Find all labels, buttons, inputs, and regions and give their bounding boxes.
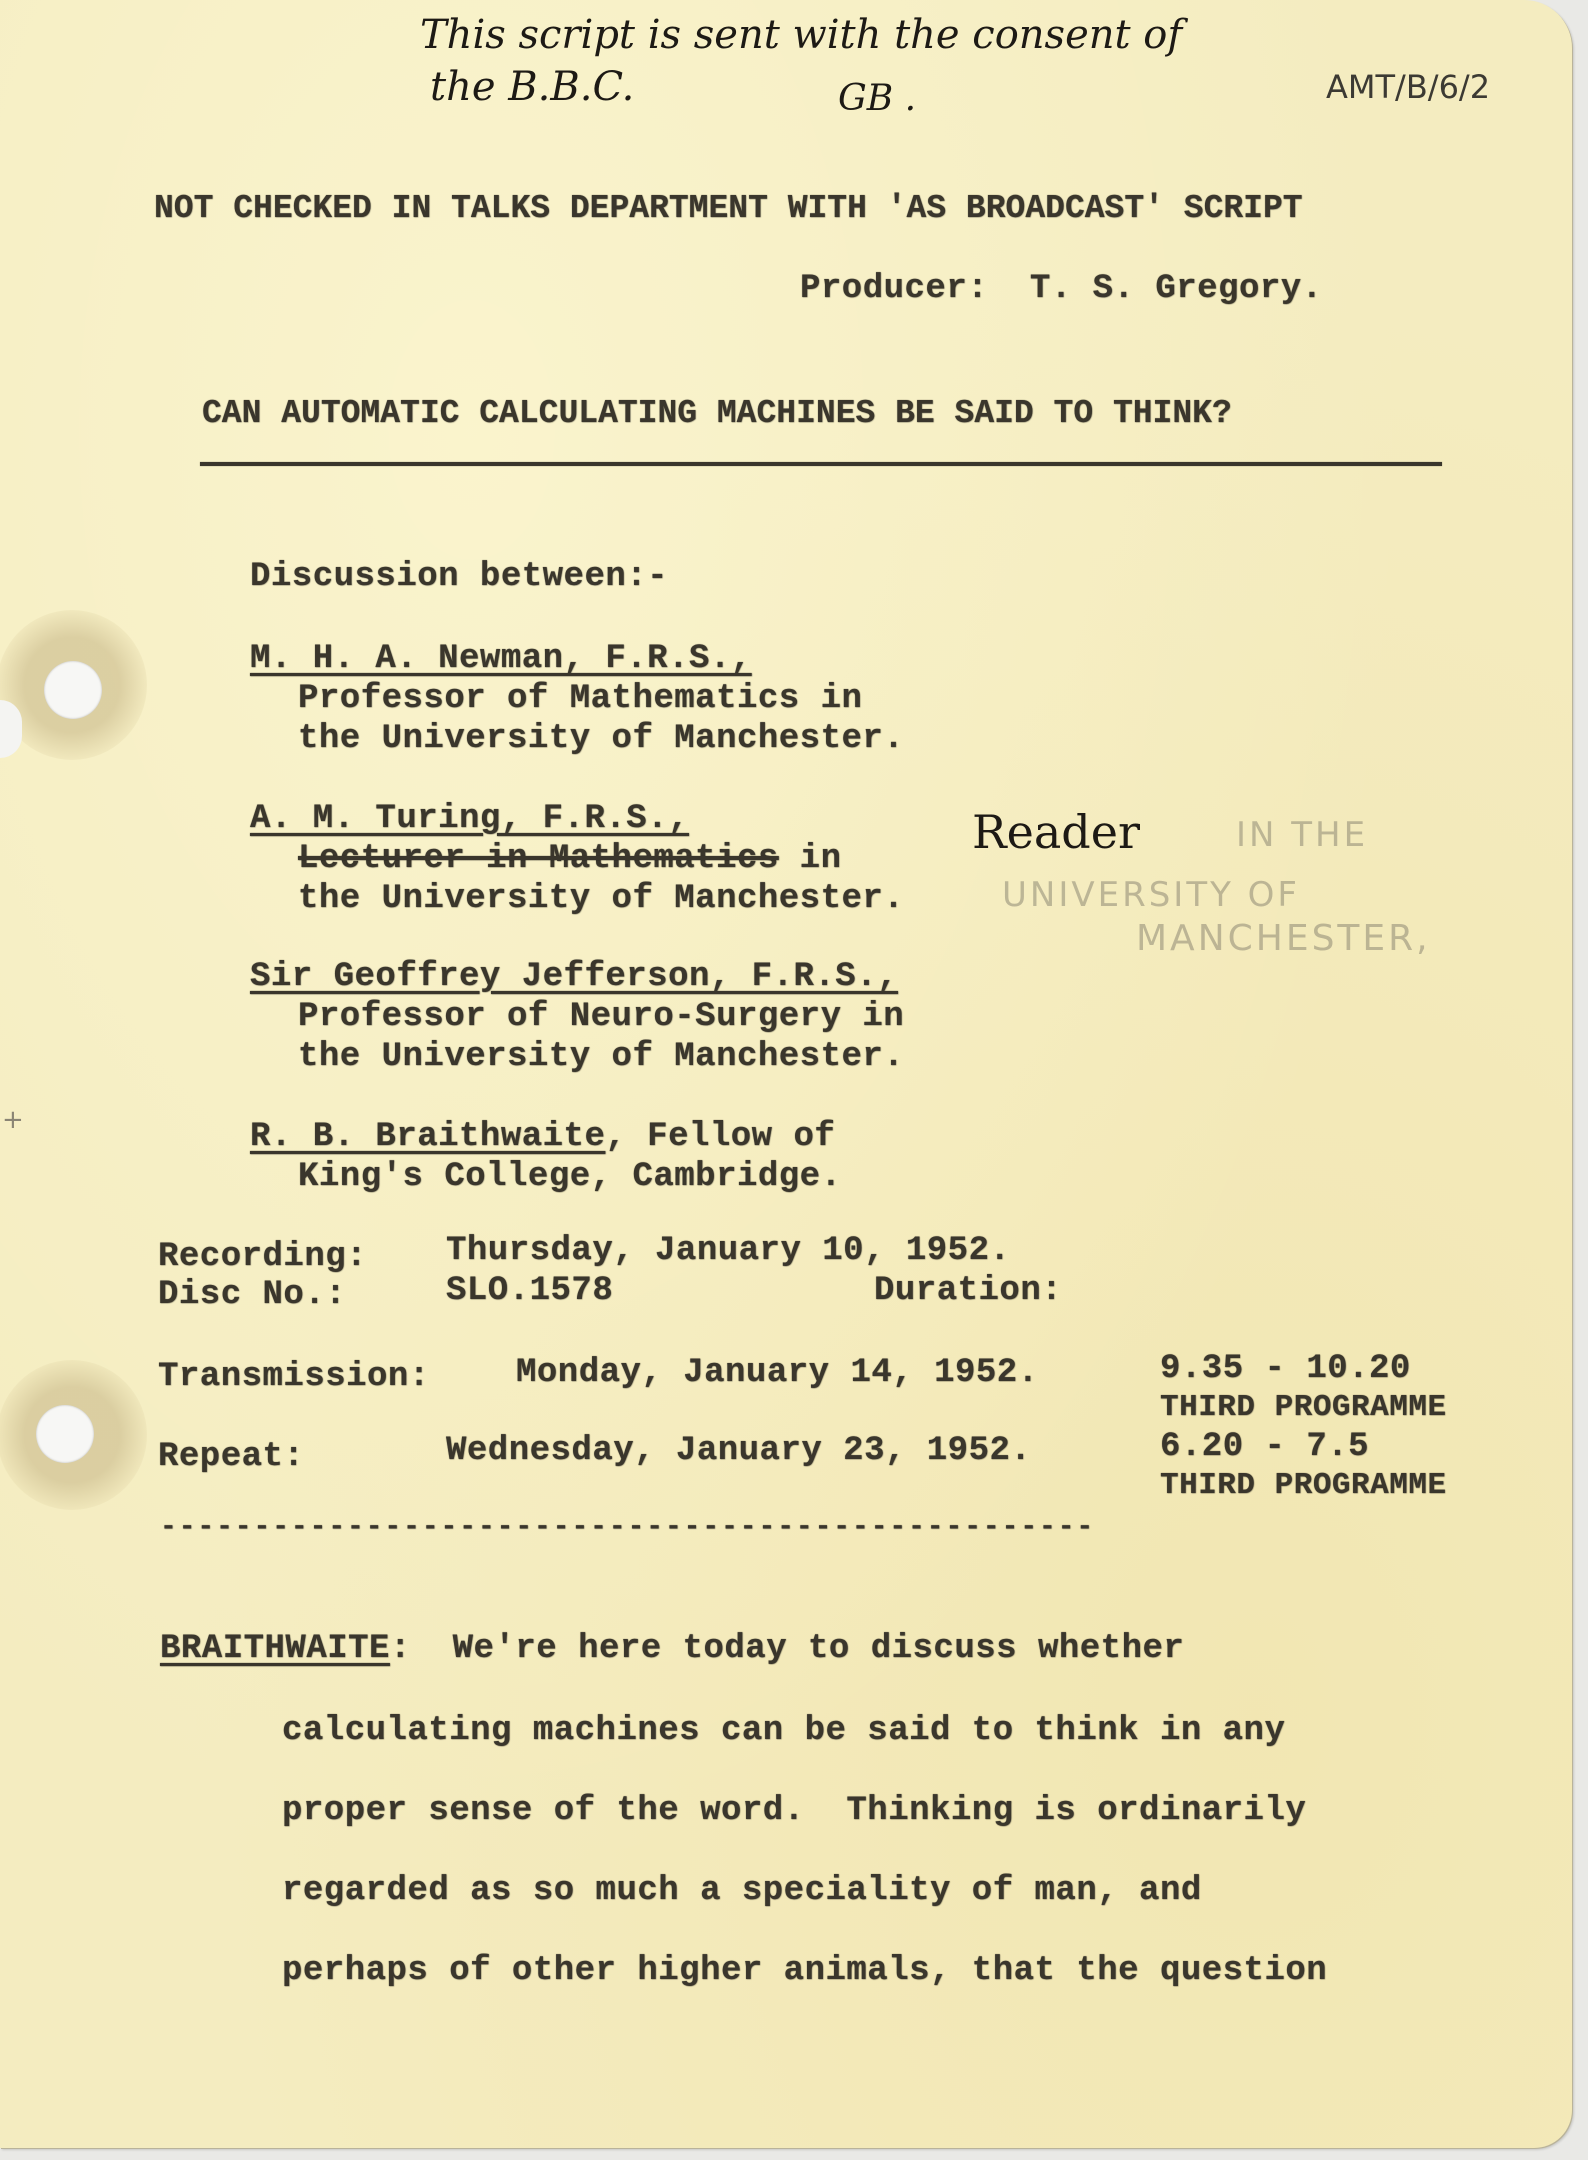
participants-intro: Discussion between:-	[250, 558, 669, 596]
checking-notice: NOT CHECKED IN TALKS DEPARTMENT WITH 'AS BROADCAST' SCRIPT	[154, 190, 1303, 227]
participant-turing-title	[298, 840, 842, 878]
disc-label: Disc No.:	[158, 1276, 347, 1314]
participant-newman-name: M. H. A. Newman, F.R.S.,	[250, 640, 752, 678]
dashed-separator: --------------------------------------------------	[160, 1512, 1096, 1543]
transmission-network: THIRD PROGRAMME	[1160, 1390, 1447, 1425]
archive-reference: AMT/B/6/2	[1326, 68, 1491, 106]
pencil-note-university-of: UNIVERSITY OF	[1002, 875, 1300, 915]
handwritten-reader-correction: Reader	[972, 805, 1140, 859]
repeat-label: Repeat:	[158, 1438, 305, 1476]
body-line-4: perhaps of other higher animals, that the question	[282, 1952, 1328, 1990]
producer-line: Producer: T. S. Gregory.	[800, 270, 1323, 308]
body-line-1: calculating machines can be said to think in any	[282, 1712, 1286, 1750]
repeat-time: 6.20 - 7.5	[1160, 1428, 1370, 1466]
body-line-0: We're here today to discuss whether	[452, 1630, 1185, 1668]
transmission-time: 9.35 - 10.20	[1160, 1350, 1411, 1388]
participant-newman-title: Professor of Mathematics in	[298, 680, 863, 718]
duration-label: Duration:	[874, 1272, 1063, 1310]
document-title: CAN AUTOMATIC CALCULATING MACHINES BE SAID TO THINK?	[202, 395, 1232, 432]
speaker-line	[160, 1630, 1184, 1668]
disc-number: SLO.1578	[446, 1272, 614, 1310]
punch-hole-bottom	[36, 1405, 94, 1463]
participant-braithwaite-affiliation: King's College, Cambridge.	[298, 1158, 842, 1196]
title-underline	[200, 462, 1442, 466]
participant-turing-name: A. M. Turing, F.R.S.,	[250, 800, 689, 838]
body-line-3: regarded as so much a speciality of man, and	[282, 1872, 1202, 1910]
struck-title: Lecturer in Mathematics	[298, 840, 779, 878]
pencil-note-manchester: MANCHESTER,	[1136, 918, 1431, 959]
title-preposition: in	[778, 840, 842, 878]
transmission-label: Transmission:	[158, 1358, 430, 1396]
recording-label: Recording:	[158, 1238, 368, 1276]
participant-braithwaite-name	[250, 1118, 835, 1156]
speaker-colon: :	[389, 1630, 411, 1668]
pencil-note-in-the: IN THE	[1236, 815, 1369, 855]
speaker-name: BRAITHWAITE	[160, 1630, 390, 1668]
participant-turing-affiliation: the University of Manchester.	[298, 880, 905, 918]
participant-newman-affiliation: the University of Manchester.	[298, 720, 905, 758]
participant-jefferson-name: Sir Geoffrey Jefferson, F.R.S.,	[250, 958, 899, 996]
pencil-plus-mark: +	[2, 1105, 24, 1135]
initials-mark: GB .	[838, 78, 917, 119]
repeat-date: Wednesday, January 23, 1952.	[446, 1432, 1032, 1470]
participant-jefferson-title: Professor of Neuro-Surgery in	[298, 998, 905, 1036]
braithwaite-fellow: , Fellow of	[605, 1118, 836, 1156]
consent-note-line-2: the B.B.C.	[430, 64, 635, 110]
punch-hole-top	[44, 661, 102, 719]
braithwaite-name: R. B. Braithwaite	[250, 1118, 606, 1156]
participant-jefferson-affiliation: the University of Manchester.	[298, 1038, 905, 1076]
consent-note-line-1: This script is sent with the consent of	[420, 12, 1183, 58]
transmission-date: Monday, January 14, 1952.	[516, 1354, 1039, 1392]
recording-date: Thursday, January 10, 1952.	[446, 1232, 1011, 1270]
repeat-network: THIRD PROGRAMME	[1160, 1468, 1447, 1503]
body-line-2: proper sense of the word. Thinking is ordinarily	[282, 1792, 1307, 1830]
